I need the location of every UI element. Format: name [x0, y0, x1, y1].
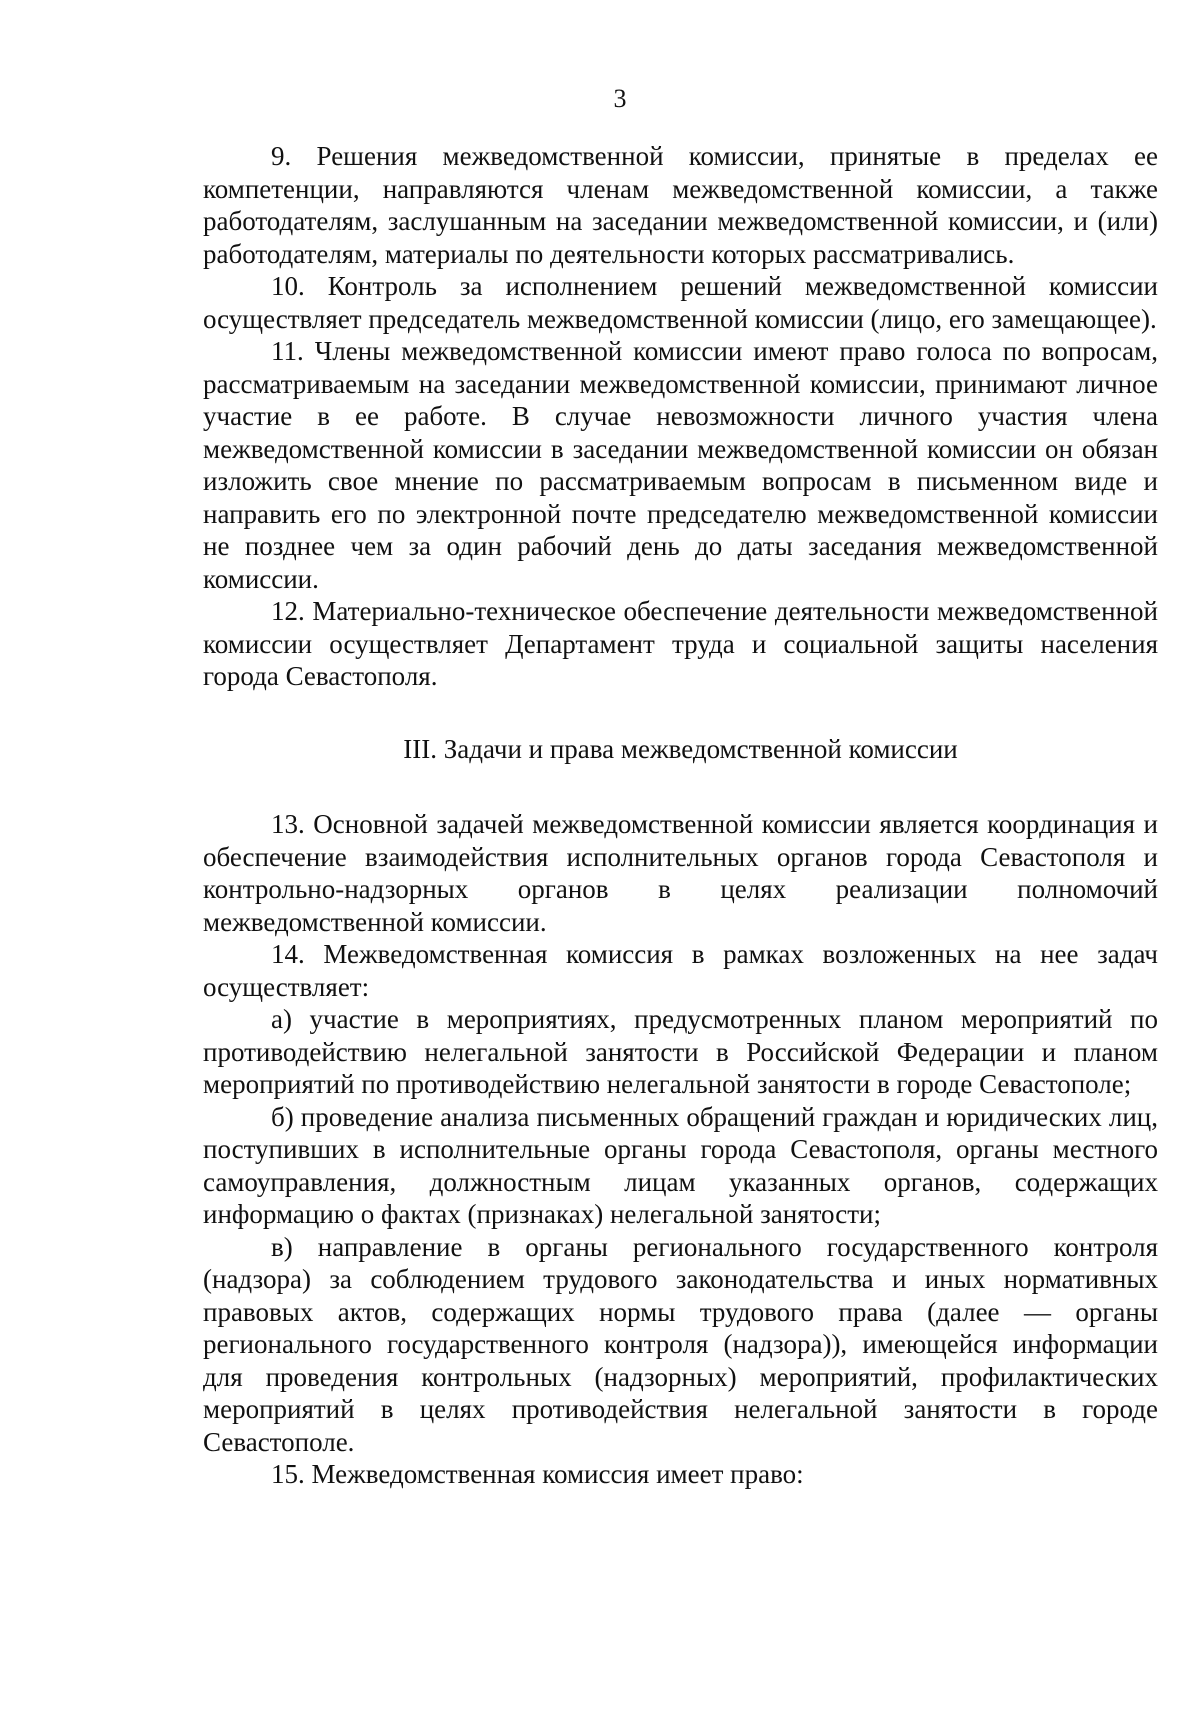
paragraph-11: 11. Члены межведомственной комиссии имеют право голоса по вопросам, рассматриваемым на заседании межведомственной комиссии, принимают личное участие в ее работе. В случае невозможности личного участия члена межведомственной комиссии в заседании межведомственной комиссии он обязан изложить свое мнение по рассматриваемым вопросам в письменном виде и направить его по электронной почте председателю межведомственной комиссии не позднее чем за один рабочий день до даты заседания межведомственной комиссии.	[203, 336, 1158, 594]
paragraph-10: 10. Контроль за исполнением решений межведомственной комиссии осуществляет председатель межведомственной комиссии (лицо, его замещающее).	[203, 271, 1158, 334]
document-body	[203, 140, 1158, 1491]
paragraph-14-v: в) направление в органы регионального государственного контроля (надзора) за соблюдением трудового законодательства и иных нормативных правовых актов, содержащих нормы трудового права (далее — органы регионального государственного контроля (надзора)), имеющейся информации для проведения контрольных (надзорных) мероприятий, профилактических мероприятий в целях противодействия нелегальной занятости в городе Севастополе.	[203, 1231, 1158, 1457]
paragraph-12: 12. Материально-техническое обеспечение деятельности межведомственной комиссии осуществляет Департамент труда и социальной защиты населения города Севастополя.	[203, 596, 1158, 691]
paragraph-9: 9. Решения межведомственной комиссии, принятые в пределах ее компетенции, направляются членам межведомственной комиссии, а также работодателям, заслушанным на заседании межведомственной комиссии, и (или) работодателям, материалы по деятельности которых рассматривались.	[203, 141, 1158, 269]
section-heading: III. Задачи и права межведомственной комиссии	[403, 733, 958, 764]
paragraph-13: 13. Основной задачей межведомственной комиссии является координация и обеспечение взаимодействия исполнительных органов города Севастополя и контрольно-надзорных органов в целях реализации полномочий межведомственной комиссии.	[203, 809, 1158, 937]
paragraph-14-a: а) участие в мероприятиях, предусмотренных планом мероприятий по противодействию нелегальной занятости в Российской Федерации и планом мероприятий по противодействию нелегальной занятости в городе Севастополе;	[203, 1004, 1158, 1099]
paragraph-14-b: б) проведение анализа письменных обращений граждан и юридических лиц, поступивших в исполнительные органы города Севастополя, органы местного самоуправления, должностным лицам указанных органов, содержащих информацию о фактах (признаках) нелегальной занятости;	[203, 1101, 1158, 1229]
paragraph-14: 14. Межведомственная комиссия в рамках возложенных на нее задач осуществляет:	[203, 939, 1158, 1002]
page-number: 3	[613, 84, 627, 113]
paragraph-15: 15. Межведомственная комиссия имеет право:	[271, 1459, 804, 1489]
